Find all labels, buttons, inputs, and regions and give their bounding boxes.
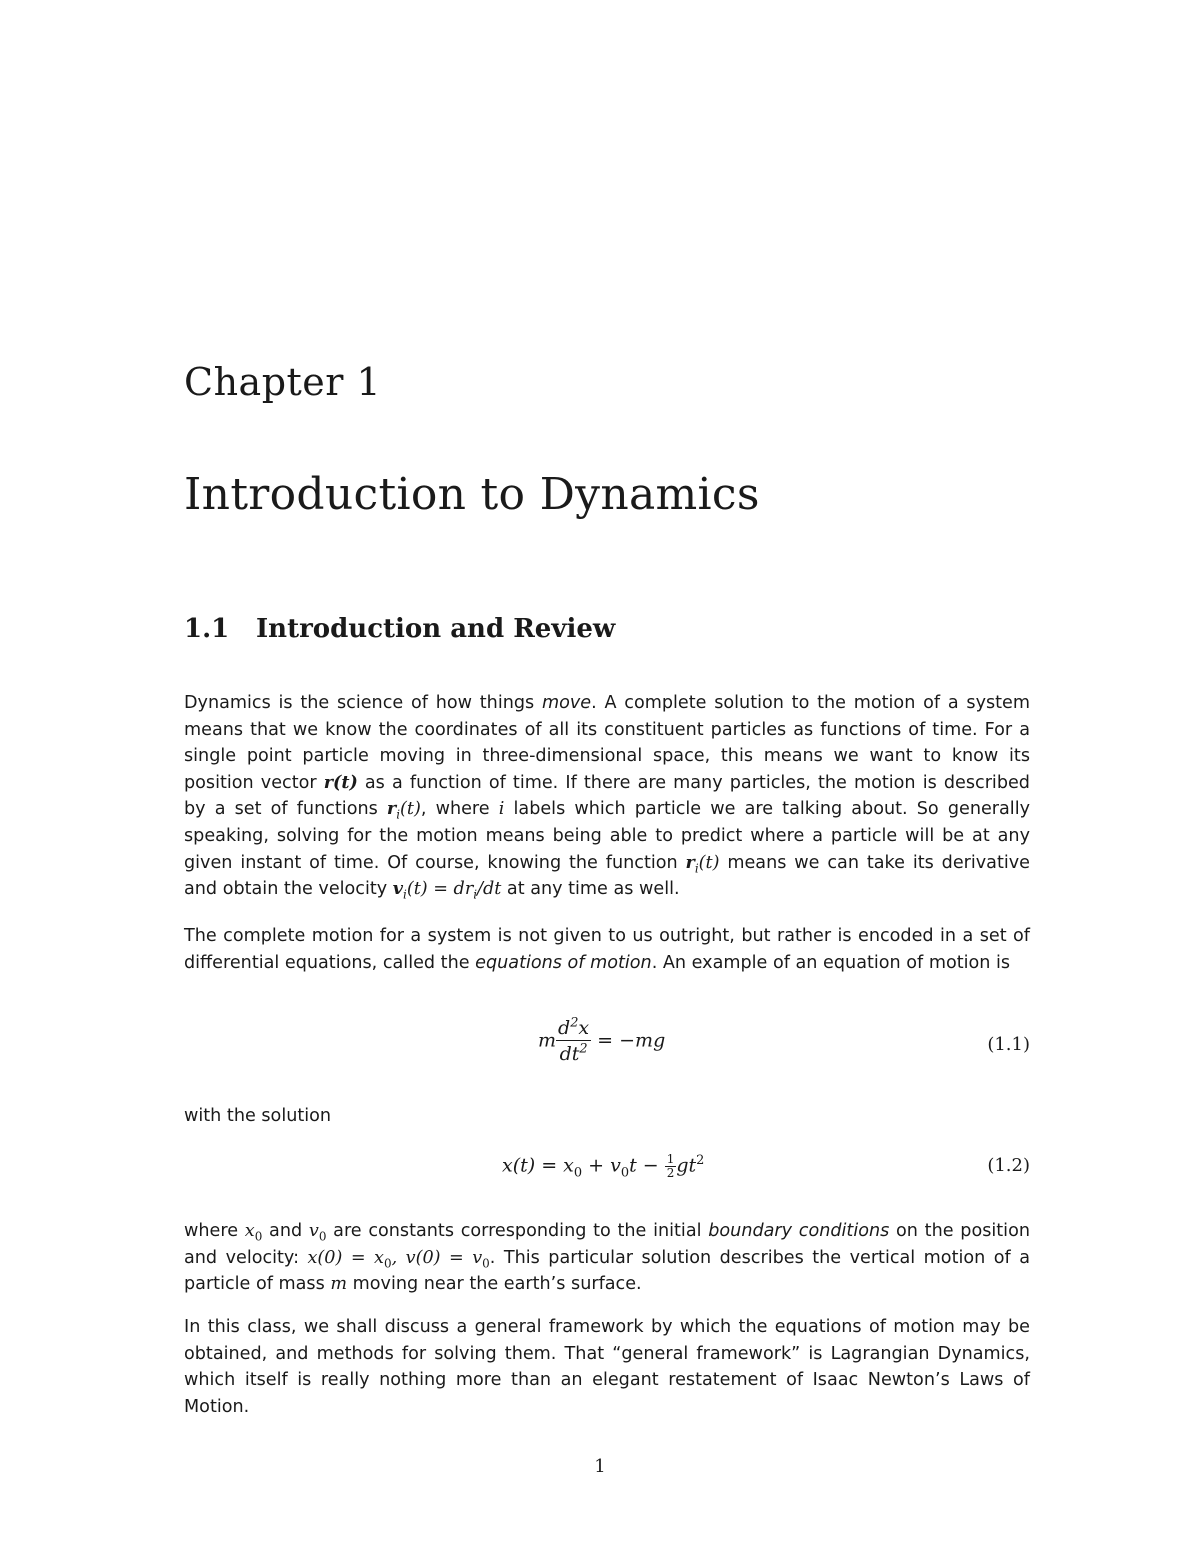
- math-v: v: [392, 878, 403, 900]
- math-sub-i: i: [473, 887, 478, 902]
- math-sub-i: i: [694, 861, 699, 876]
- math-sub-0: 0: [318, 1229, 327, 1244]
- eq-dt: dt: [559, 1043, 580, 1065]
- math-position-vector: r(t): [323, 771, 358, 793]
- fraction-one-half: [665, 1153, 677, 1180]
- eq-d: d: [558, 1017, 571, 1039]
- equation-number: (1.2): [987, 1155, 1030, 1176]
- math-r: r: [685, 851, 695, 873]
- math-slash-dt: /dt: [477, 879, 502, 900]
- math-sub-i: i: [403, 887, 407, 902]
- eq-gt: gt: [676, 1154, 697, 1177]
- text-run: . An example of an equation of motion is: [651, 952, 1011, 973]
- math-v0: [308, 1221, 327, 1244]
- math-bc-v: , v(0) = v: [391, 1247, 483, 1268]
- math-mass: m: [330, 1274, 348, 1295]
- math-paren-t: (t): [400, 799, 421, 820]
- emphasis-boundary-conditions: boundary conditions: [708, 1221, 890, 1241]
- eq-sub: 0: [620, 1165, 630, 1181]
- paragraph-5: In this class, we shall discuss a general framework by which the equations of motion may be obtained, and methods for solving them. That “general framework” is Lagrangian Dynamics, which itself is really nothing more than an elegant restatement of Isaac Newton’s Laws of Motion.: [184, 1317, 1030, 1417]
- text-run: are constants corresponding to the initial: [326, 1221, 709, 1241]
- math-sub-0: 0: [383, 1256, 392, 1271]
- text-run: as a function of time. If there are many particles, the motion is described by a set of functions: [184, 772, 1030, 820]
- text-run: Dynamics is the science of how things: [184, 693, 542, 713]
- eq-t-minus: t −: [629, 1154, 665, 1177]
- paragraph-4: [184, 1218, 1030, 1298]
- eq-x: x: [578, 1017, 590, 1039]
- equation-number: (1.1): [987, 1034, 1030, 1055]
- text-run: means we can take its derivative and obtain the velocity: [184, 852, 1030, 900]
- chapter-label: Chapter 1: [184, 360, 382, 404]
- text-run: on the position and velocity:: [184, 1221, 1030, 1268]
- equation-1-2-body: [502, 1153, 704, 1180]
- eq-sup: 2: [570, 1015, 579, 1031]
- eq-m: m: [538, 1029, 557, 1052]
- section-title: Introduction and Review: [256, 614, 616, 644]
- section-heading: [184, 612, 615, 646]
- math-eq-dr: (t) = dr: [406, 879, 474, 900]
- paragraph-3: with the solution: [184, 1106, 332, 1126]
- text-run: labels which particle we are talking about. So generally speaking, solving for the motion means being able to predict where a particle will be at any given instant of time. Of course, knowing the function: [184, 799, 1030, 873]
- math-sub-i: i: [396, 807, 401, 822]
- paragraph-2: [184, 923, 1030, 976]
- text-run: at any time as well.: [501, 879, 680, 900]
- equation-1-2: [184, 1145, 1030, 1189]
- math-sub-0: 0: [254, 1229, 263, 1244]
- text-run: , where: [420, 799, 499, 820]
- fraction-denominator: 2: [666, 1166, 675, 1180]
- fraction-d2x-dt2: [556, 1016, 591, 1067]
- text-run: moving near the earth’s surface.: [347, 1274, 642, 1295]
- math-r: r: [386, 798, 397, 820]
- page-number: 1: [594, 1456, 606, 1477]
- equation-1-1-body: [538, 1016, 665, 1067]
- chapter-title: Introduction to Dynamics: [184, 469, 760, 520]
- section-number: 1.1: [184, 614, 230, 644]
- eq-rhs: = −mg: [591, 1029, 666, 1052]
- paragraph-1: [184, 690, 1030, 903]
- math-x0: [244, 1221, 263, 1244]
- math-velocity: [392, 878, 502, 902]
- fraction-numerator: 1: [666, 1152, 675, 1166]
- emphasis-equations-of-motion: equations of motion: [475, 952, 652, 973]
- math-ri-t-2: [685, 851, 720, 876]
- eq-lhs: x(t) = x: [502, 1154, 574, 1177]
- math-v: v: [308, 1221, 319, 1241]
- equation-1-1: [184, 1016, 1030, 1076]
- text-run: . A complete solution to the motion of a system means that we know the coordinates of all its constituent particles as functions of time. For a single point particle moving in three-dimensional space, this means we want to know its position vector: [184, 693, 1031, 793]
- emphasis-move: move: [541, 693, 592, 713]
- eq-sup: 2: [579, 1041, 588, 1057]
- math-bc-x: x(0) = x: [307, 1247, 384, 1268]
- math-ri-t: [386, 798, 421, 822]
- text-run: and: [262, 1221, 309, 1241]
- fraction-denominator: [556, 1041, 591, 1067]
- math-sub-0: 0: [482, 1256, 490, 1271]
- text-run: where: [184, 1221, 245, 1241]
- eq-plus-v: + v: [582, 1154, 621, 1177]
- math-x: x: [244, 1221, 255, 1241]
- math-boundary-conditions: [307, 1247, 490, 1271]
- text-run: The complete motion for a system is not given to us outright, but rather is encoded in a set of differential equations, called the: [184, 926, 1030, 973]
- math-paren-t: (t): [698, 852, 720, 873]
- eq-sup: 2: [696, 1153, 705, 1169]
- text-run: . This particular solution describes the vertical motion of a particle of mass: [184, 1247, 1030, 1295]
- math-index-i: i: [498, 799, 505, 820]
- fraction-numerator: [556, 1016, 591, 1041]
- eq-sub: 0: [573, 1165, 583, 1181]
